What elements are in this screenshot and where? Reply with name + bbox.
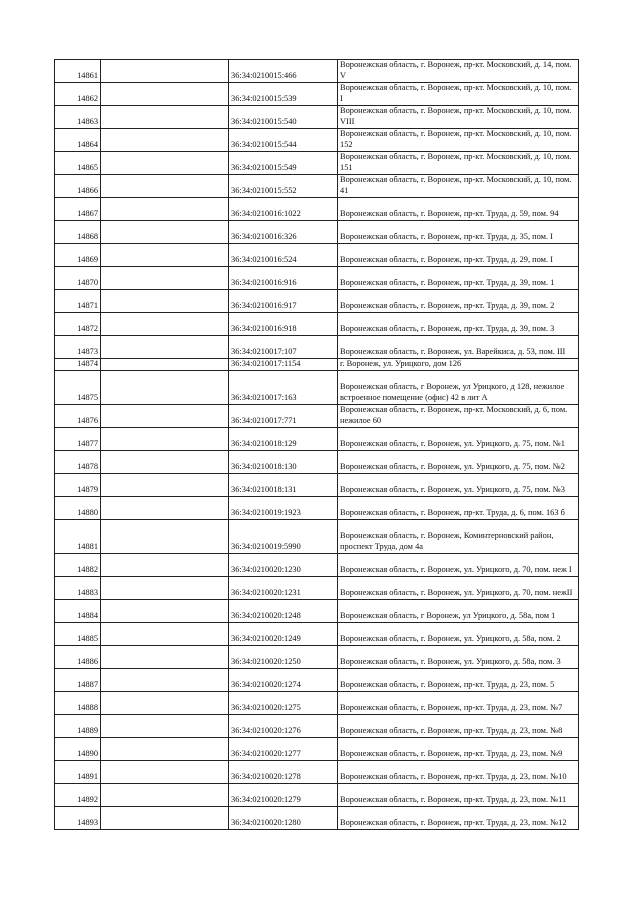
table-row <box>55 474 579 497</box>
cadastral-number-cell: 36:34:0210015:544 <box>229 129 338 152</box>
row-number-cell: 14863 <box>55 106 101 129</box>
cadastral-number-cell: 36:34:0210020:1279 <box>229 784 338 807</box>
row-number-cell: 14872 <box>55 313 101 336</box>
empty-cell <box>101 646 229 669</box>
row-number-cell: 14875 <box>55 371 101 405</box>
cadastral-number-cell: 36:34:0210018:129 <box>229 428 338 451</box>
empty-cell <box>101 497 229 520</box>
address-cell: Воронежская область, г. Воронеж, пр-кт. Московский, д. 6, пом. нежилое 60 <box>338 405 579 428</box>
cadastral-number-cell: 36:34:0210020:1277 <box>229 738 338 761</box>
empty-cell <box>101 129 229 152</box>
empty-cell <box>101 520 229 554</box>
address-cell: Воронежская область, г Воронеж, ул Урицкого, д 128, нежилое встроенное помещение (офис) 42 в лит А <box>338 371 579 405</box>
cadastral-number-cell: 36:34:0210020:1249 <box>229 623 338 646</box>
row-number-cell: 14862 <box>55 83 101 106</box>
address-cell: Воронежская область, г. Воронеж, ул. Варейкиса, д. 53, пом. III <box>338 336 579 359</box>
empty-cell <box>101 83 229 106</box>
row-number-cell: 14887 <box>55 669 101 692</box>
address-cell: Воронежская область, г. Воронеж, пр-кт. Труда, д. 39, пом. 3 <box>338 313 579 336</box>
table-row <box>55 152 579 175</box>
row-number-cell: 14882 <box>55 554 101 577</box>
cadastral-number-cell: 36:34:0210015:552 <box>229 175 338 198</box>
registry-body <box>55 60 579 830</box>
table-row <box>55 600 579 623</box>
address-cell: Воронежская область, г. Воронеж, пр-кт. Труда, д. 23, пом. №9 <box>338 738 579 761</box>
row-number-cell: 14878 <box>55 451 101 474</box>
cadastral-number-cell: 36:34:0210020:1274 <box>229 669 338 692</box>
table-row <box>55 221 579 244</box>
row-number-cell: 14892 <box>55 784 101 807</box>
cadastral-number-cell: 36:34:0210016:918 <box>229 313 338 336</box>
row-number-cell: 14873 <box>55 336 101 359</box>
address-cell: Воронежская область, г. Воронеж, пр-кт. Труда, д. 35, пом. I <box>338 221 579 244</box>
empty-cell <box>101 577 229 600</box>
address-cell: Воронежская область, г. Воронеж, пр-кт. Труда, д. 23, пом. №11 <box>338 784 579 807</box>
address-cell: Воронежская область, г. Воронеж, ул. Урицкого, д. 58а, пом. 3 <box>338 646 579 669</box>
row-number-cell: 14881 <box>55 520 101 554</box>
empty-cell <box>101 692 229 715</box>
row-number-cell: 14866 <box>55 175 101 198</box>
row-number-cell: 14876 <box>55 405 101 428</box>
empty-cell <box>101 761 229 784</box>
cadastral-number-cell: 36:34:0210018:130 <box>229 451 338 474</box>
address-cell: г. Воронеж, ул. Урицкого, дом 126 <box>338 359 579 371</box>
empty-cell <box>101 313 229 336</box>
table-row <box>55 244 579 267</box>
empty-cell <box>101 474 229 497</box>
empty-cell <box>101 60 229 83</box>
cadastral-number-cell: 36:34:0210017:771 <box>229 405 338 428</box>
address-cell: Воронежская область, г. Воронеж, ул. Урицкого, д. 75, пом. №2 <box>338 451 579 474</box>
address-cell: Воронежская область, г. Воронеж, пр-кт. Труда, д. 59, пом. 94 <box>338 198 579 221</box>
table-row <box>55 336 579 359</box>
empty-cell <box>101 175 229 198</box>
table-row <box>55 313 579 336</box>
empty-cell <box>101 106 229 129</box>
address-cell: Воронежская область, г. Воронеж, пр-кт. Труда, д. 39, пом. 2 <box>338 290 579 313</box>
empty-cell <box>101 221 229 244</box>
address-cell: Воронежская область, г. Воронеж, ул. Урицкого, д. 70, пом. неж I <box>338 554 579 577</box>
empty-cell <box>101 359 229 371</box>
table-row <box>55 784 579 807</box>
cadastral-number-cell: 36:34:0210020:1276 <box>229 715 338 738</box>
address-cell: Воронежская область, г. Воронеж, ул. Урицкого, д. 58а, пом. 2 <box>338 623 579 646</box>
empty-cell <box>101 152 229 175</box>
table-row <box>55 451 579 474</box>
address-cell: Воронежская область, г. Воронеж, пр-кт. Московский, д. 10, пом. 152 <box>338 129 579 152</box>
row-number-cell: 14874 <box>55 359 101 371</box>
address-cell: Воронежская область, г. Воронеж, пр-кт. Московский, д. 10, пом. 41 <box>338 175 579 198</box>
cadastral-number-cell: 36:34:0210015:539 <box>229 83 338 106</box>
table-row <box>55 60 579 83</box>
address-cell: Воронежская область, г. Воронеж, пр-кт. Московский, д. 10, пом. VIII <box>338 106 579 129</box>
row-number-cell: 14867 <box>55 198 101 221</box>
address-cell: Воронежская область, г. Воронеж, пр-кт. Труда, д. 39, пом. 1 <box>338 267 579 290</box>
address-cell: Воронежская область, г. Воронеж, Коминтерновский район, проспект Труда, дом 4а <box>338 520 579 554</box>
cadastral-number-cell: 36:34:0210016:917 <box>229 290 338 313</box>
row-number-cell: 14869 <box>55 244 101 267</box>
address-cell: Воронежская область, г. Воронеж, пр-кт. Труда, д. 23, пом. №8 <box>338 715 579 738</box>
row-number-cell: 14861 <box>55 60 101 83</box>
registry-table <box>54 59 579 830</box>
address-cell: Воронежская область, г. Воронеж, ул. Урицкого, д. 70, пом. нежII <box>338 577 579 600</box>
table-row <box>55 359 579 371</box>
cadastral-number-cell: 36:34:0210015:466 <box>229 60 338 83</box>
table-row <box>55 83 579 106</box>
empty-cell <box>101 451 229 474</box>
row-number-cell: 14884 <box>55 600 101 623</box>
address-cell: Воронежская область, г. Воронеж, пр-кт. Московский, д. 14, пом. V <box>338 60 579 83</box>
address-cell: Воронежская область, г. Воронеж, пр-кт. Труда, д. 23, пом. 5 <box>338 669 579 692</box>
cadastral-number-cell: 36:34:0210020:1250 <box>229 646 338 669</box>
empty-cell <box>101 267 229 290</box>
table-row <box>55 669 579 692</box>
address-cell: Воронежская область, г. Воронеж, пр-кт. Труда, д. 6, пом. 163 б <box>338 497 579 520</box>
table-row <box>55 761 579 784</box>
address-cell: Воронежская область, г. Воронеж, ул. Урицкого, д. 75, пом. №3 <box>338 474 579 497</box>
table-row <box>55 175 579 198</box>
row-number-cell: 14885 <box>55 623 101 646</box>
cadastral-number-cell: 36:34:0210020:1230 <box>229 554 338 577</box>
table-row <box>55 497 579 520</box>
table-row <box>55 405 579 428</box>
cadastral-number-cell: 36:34:0210020:1280 <box>229 807 338 830</box>
empty-cell <box>101 784 229 807</box>
row-number-cell: 14870 <box>55 267 101 290</box>
cadastral-number-cell: 36:34:0210016:916 <box>229 267 338 290</box>
row-number-cell: 14891 <box>55 761 101 784</box>
table-row <box>55 428 579 451</box>
address-cell: Воронежская область, г. Воронеж, пр-кт. Московский, д. 10, пом. I <box>338 83 579 106</box>
cadastral-number-cell: 36:34:0210015:540 <box>229 106 338 129</box>
table-row <box>55 738 579 761</box>
empty-cell <box>101 669 229 692</box>
empty-cell <box>101 244 229 267</box>
cadastral-number-cell: 36:34:0210016:326 <box>229 221 338 244</box>
cadastral-number-cell: 36:34:0210016:524 <box>229 244 338 267</box>
cadastral-number-cell: 36:34:0210017:163 <box>229 371 338 405</box>
empty-cell <box>101 290 229 313</box>
cadastral-number-cell: 36:34:0210017:107 <box>229 336 338 359</box>
empty-cell <box>101 428 229 451</box>
row-number-cell: 14871 <box>55 290 101 313</box>
table-row <box>55 554 579 577</box>
empty-cell <box>101 623 229 646</box>
cadastral-number-cell: 36:34:0210020:1278 <box>229 761 338 784</box>
empty-cell <box>101 715 229 738</box>
address-cell: Воронежская область, г Воронеж, ул Урицкого, д. 58а, пом 1 <box>338 600 579 623</box>
table-row <box>55 520 579 554</box>
cadastral-number-cell: 36:34:0210020:1248 <box>229 600 338 623</box>
table-row <box>55 371 579 405</box>
row-number-cell: 14888 <box>55 692 101 715</box>
table-row <box>55 646 579 669</box>
row-number-cell: 14877 <box>55 428 101 451</box>
cadastral-number-cell: 36:34:0210016:1022 <box>229 198 338 221</box>
empty-cell <box>101 198 229 221</box>
address-cell: Воронежская область, г. Воронеж, пр-кт. Труда, д. 23, пом. №10 <box>338 761 579 784</box>
empty-cell <box>101 738 229 761</box>
address-cell: Воронежская область, г. Воронеж, пр-кт. Труда, д. 23, пом. №7 <box>338 692 579 715</box>
table-row <box>55 623 579 646</box>
row-number-cell: 14868 <box>55 221 101 244</box>
empty-cell <box>101 554 229 577</box>
address-cell: Воронежская область, г. Воронеж, пр-кт. Московский, д. 10, пом. 151 <box>338 152 579 175</box>
row-number-cell: 14889 <box>55 715 101 738</box>
cadastral-number-cell: 36:34:0210015:549 <box>229 152 338 175</box>
address-cell: Воронежская область, г. Воронеж, пр-кт. Труда, д. 23, пом. №12 <box>338 807 579 830</box>
cadastral-number-cell: 36:34:0210018:131 <box>229 474 338 497</box>
table-row <box>55 267 579 290</box>
table-row <box>55 106 579 129</box>
row-number-cell: 14880 <box>55 497 101 520</box>
table-row <box>55 198 579 221</box>
table-row <box>55 290 579 313</box>
table-row <box>55 129 579 152</box>
empty-cell <box>101 807 229 830</box>
cadastral-number-cell: 36:34:0210019:1923 <box>229 497 338 520</box>
cadastral-number-cell: 36:34:0210017:1154 <box>229 359 338 371</box>
cadastral-number-cell: 36:34:0210020:1231 <box>229 577 338 600</box>
table-row <box>55 807 579 830</box>
row-number-cell: 14865 <box>55 152 101 175</box>
cadastral-number-cell: 36:34:0210020:1275 <box>229 692 338 715</box>
row-number-cell: 14890 <box>55 738 101 761</box>
address-cell: Воронежская область, г. Воронеж, ул. Урицкого, д. 75, пом. №1 <box>338 428 579 451</box>
row-number-cell: 14893 <box>55 807 101 830</box>
empty-cell <box>101 371 229 405</box>
address-cell: Воронежская область, г. Воронеж, пр-кт. Труда, д. 29, пом. I <box>338 244 579 267</box>
empty-cell <box>101 600 229 623</box>
row-number-cell: 14886 <box>55 646 101 669</box>
table-row <box>55 692 579 715</box>
table-row <box>55 715 579 738</box>
empty-cell <box>101 405 229 428</box>
table-row <box>55 577 579 600</box>
row-number-cell: 14879 <box>55 474 101 497</box>
row-number-cell: 14864 <box>55 129 101 152</box>
cadastral-number-cell: 36:34:0210019:5990 <box>229 520 338 554</box>
row-number-cell: 14883 <box>55 577 101 600</box>
empty-cell <box>101 336 229 359</box>
